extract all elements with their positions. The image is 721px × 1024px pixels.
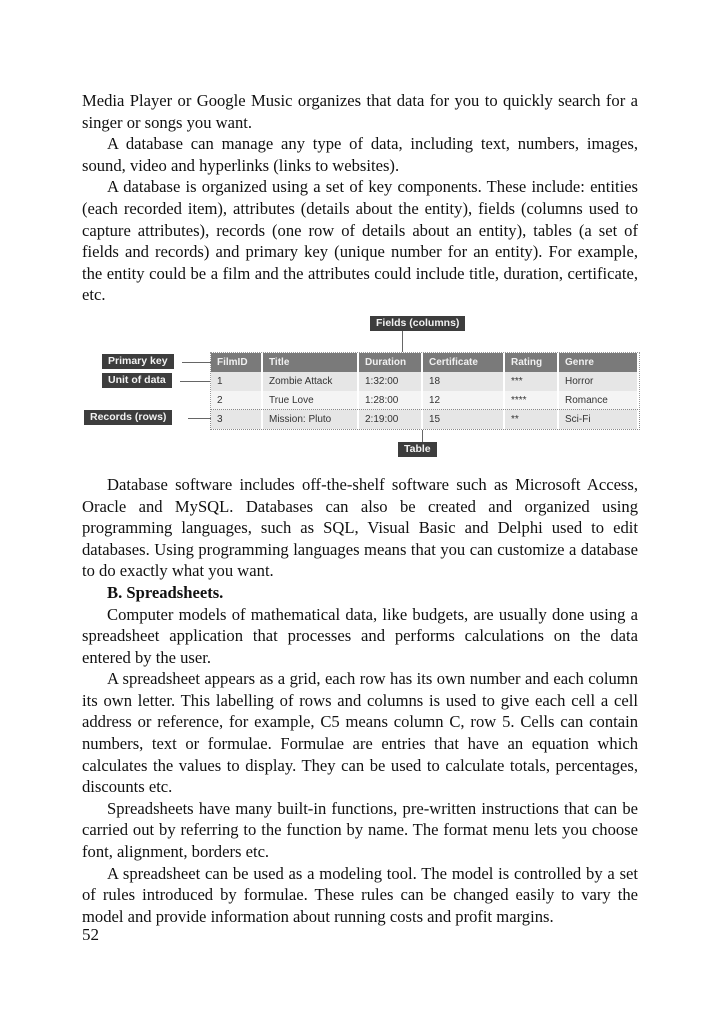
table-cell: 1:32:00 <box>359 372 423 391</box>
column-header: Rating <box>505 353 559 372</box>
fields-connector <box>402 331 403 352</box>
records-rows-label: Records (rows) <box>84 410 172 425</box>
fields-columns-label: Fields (columns) <box>370 316 465 331</box>
table-cell: *** <box>505 372 559 391</box>
table-cell: 15 <box>423 410 505 429</box>
table-cell: Mission: Pluto <box>263 410 359 429</box>
paragraph: Computer models of mathematical data, like budgets, are usually done using a spreadsheet application that processes and performs calculations on the data entered by the user. <box>82 604 638 667</box>
paragraph: Media Player or Google Music organizes that data for you to quickly search for a singer or songs you want. <box>82 91 638 132</box>
table-row <box>211 372 639 391</box>
paragraph: A spreadsheet can be used as a modeling tool. The model is controlled by a set of rules introduced by formulae. These rules can be changed easily to vary the model and provide information about running costs and profit margins. <box>82 863 638 926</box>
paragraph: A spreadsheet appears as a grid, each row has its own number and each column its own letter. This labelling of rows and columns is used to give each cell a cell address or reference, for example, C5 means column C, row 5. Cells can contain numbers, text or formulae. Formulae are entries that have an equation which calculates the values to display. They can be used to calculate totals, percentages, discounts etc. <box>82 669 638 797</box>
table-cell: 2:19:00 <box>359 410 423 429</box>
table-cell: 3 <box>211 410 263 429</box>
table-row <box>211 410 639 429</box>
table-header-row <box>211 353 639 372</box>
page-number: 52 <box>82 925 99 944</box>
table-cell: 2 <box>211 391 263 410</box>
paragraph: Spreadsheets have many built-in functions, pre-written instructions that can be carried out by referring to the function by name. The format menu lets you choose font, alignment, borders etc. <box>82 798 638 862</box>
column-header: Title <box>263 353 359 372</box>
table-connector <box>422 430 423 442</box>
database-figure <box>82 316 638 466</box>
primary-key-label: Primary key <box>102 354 174 369</box>
records-connector <box>188 418 212 419</box>
paragraph: A database can manage any type of data, including text, numbers, images, sound, video and hyperlinks (links to websites). <box>82 134 638 175</box>
paragraph: A database is organized using a set of key components. These include: entities (each recorded item), attributes (details about the entity), fields (columns used to capture attributes), records (one row of details about an entity), tables (a set of fields and records) and primary key (unique number for an entity). For example, the entity could be a film and the attributes could include title, duration, certificate, etc. <box>82 177 638 305</box>
table-cell: Sci-Fi <box>559 410 639 429</box>
unit-of-data-label: Unit of data <box>102 373 172 388</box>
film-table <box>210 352 640 430</box>
column-header: FilmID <box>211 353 263 372</box>
table-cell: Romance <box>559 391 639 410</box>
table-cell: 12 <box>423 391 505 410</box>
section-heading: B. Spreadsheets. <box>107 582 224 602</box>
table-cell: True Love <box>263 391 359 410</box>
page-body <box>82 90 638 927</box>
table-cell: 1:28:00 <box>359 391 423 410</box>
table-row <box>211 391 639 410</box>
table-cell: **** <box>505 391 559 410</box>
table-cell: 18 <box>423 372 505 391</box>
table-cell: ** <box>505 410 559 429</box>
table-cell: 1 <box>211 372 263 391</box>
column-header: Genre <box>559 353 639 372</box>
primary-key-connector <box>182 362 212 363</box>
paragraph: Database software includes off-the-shelf software such as Microsoft Access, Oracle and MySQL. Databases can also be created and organized using programming languages, such as SQL, Visual Basic and Delphi used to edit databases. Using programming languages means that you can customize a database to do exactly what you want. <box>82 474 638 581</box>
table-label: Table <box>398 442 437 457</box>
column-header: Certificate <box>423 353 505 372</box>
table-cell: Zombie Attack <box>263 372 359 391</box>
table-cell: Horror <box>559 372 639 391</box>
column-header: Duration <box>359 353 423 372</box>
